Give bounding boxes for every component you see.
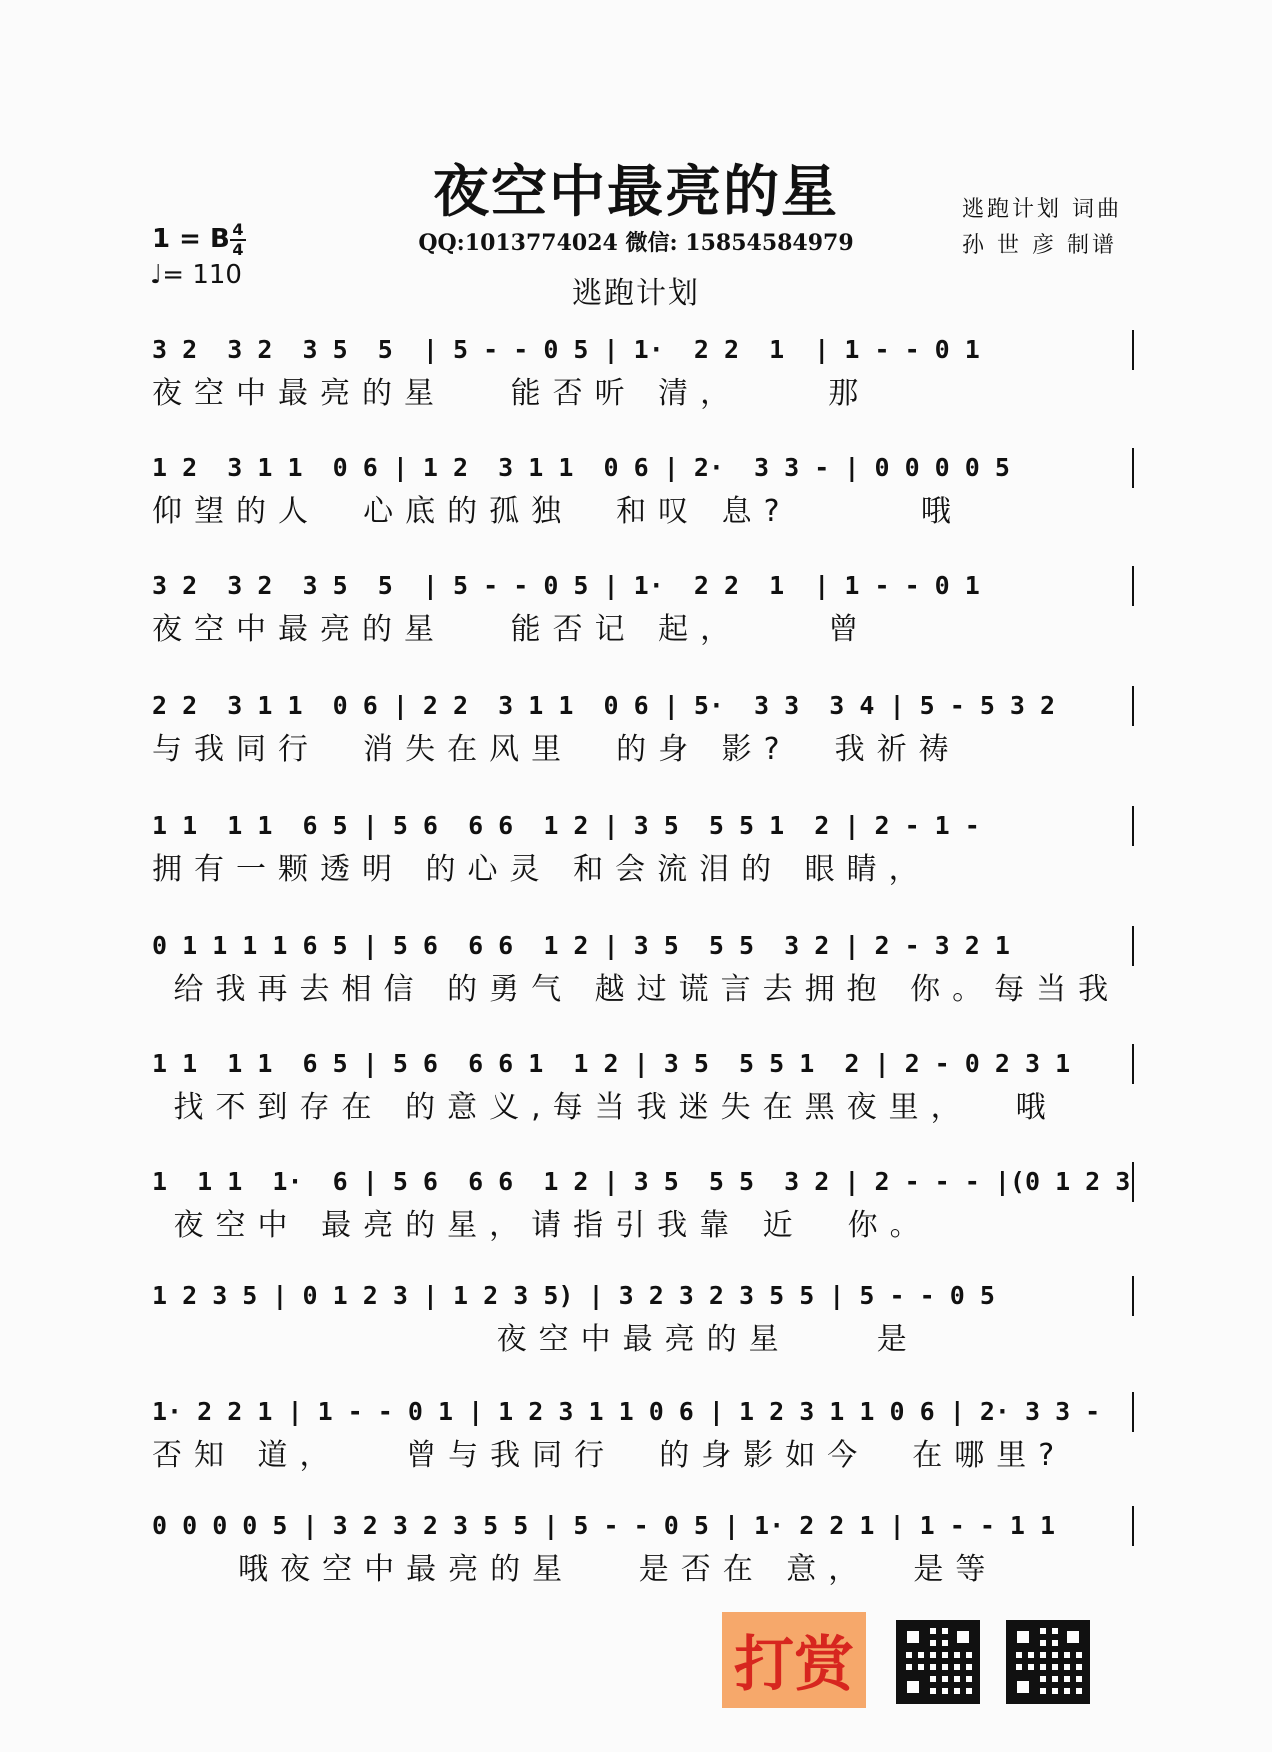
lyrics: 夜空中最亮的星 能否听 清， 那 — [152, 376, 871, 411]
notation: 3 2 3 2 3 5 5 | 5 - - 0 5 | 1· 2 2 1 | 1 - - 0 1 — [152, 330, 1134, 370]
time-signature — [230, 222, 246, 258]
score-line — [152, 926, 1132, 1016]
time-top: 4 — [232, 220, 244, 239]
qr-code-icon — [896, 1620, 980, 1704]
qr-corner — [1012, 1676, 1034, 1698]
qr-code-icon — [1006, 1620, 1090, 1704]
lyrics: 给我再去相信 的勇气 越过谎言去拥抱 你。每当我 — [152, 972, 1121, 1007]
lyrics: 哦夜空中最亮的星 是否在 意， 是等 — [152, 1552, 998, 1587]
credit-score: 孙 世 彦 制谱 — [962, 233, 1117, 258]
notation: 1 2 3 5 | 0 1 2 3 | 1 2 3 5) | 3 2 3 2 3 5 5 | 5 - - 0 5 — [152, 1276, 1134, 1316]
score-line — [152, 448, 1132, 538]
time-bottom: 4 — [232, 240, 244, 259]
notation: 0 1 1 1 1 6 5 | 5 6 6 6 1 2 | 3 5 5 5 3 2 | 2 - 3 2 1 — [152, 926, 1134, 966]
notation: 1 2 3 1 1 0 6 | 1 2 3 1 1 0 6 | 2· 3 3 - | 0 0 0 0 5 — [152, 448, 1134, 488]
notation: 3 2 3 2 3 5 5 | 5 - - 0 5 | 1· 2 2 1 | 1 - - 0 1 — [152, 566, 1134, 606]
quarter-note-icon: ♩ — [150, 260, 163, 290]
contact-info: QQ:1013774024 微信: 15854584979 — [418, 230, 854, 256]
tempo — [150, 260, 242, 290]
score-line — [152, 1162, 1132, 1252]
lyrics: 拥有一颗透明 的心灵 和会流泪的 眼睛， — [152, 852, 931, 887]
lyrics: 仰望的人 心底的孤独 和叹 息? 哦 — [152, 494, 963, 529]
score-line — [152, 1044, 1132, 1134]
notation: 1 1 1 1· 6 | 5 6 6 6 1 2 | 3 5 5 5 3 2 | 2 - - - |(0 1 2 3 — [152, 1162, 1134, 1202]
artist-name: 逃跑计划 — [572, 276, 700, 311]
key-signature: 1 = B — [152, 224, 230, 254]
notation: 0 0 0 0 5 | 3 2 3 2 3 5 5 | 5 - - 0 5 | 1· 2 2 1 | 1 - - 1 1 — [152, 1506, 1134, 1546]
lyrics: 夜空中最亮的星 是 — [152, 1322, 919, 1357]
notation: 1 1 1 1 6 5 | 5 6 6 6 1 1 2 | 3 5 5 5 1 2 | 2 - 0 2 3 1 — [152, 1044, 1134, 1084]
score-line — [152, 806, 1132, 896]
lyrics: 与我同行 消失在风里 的身 影? 我祈祷 — [152, 732, 961, 767]
reward-button[interactable]: 打赏 — [722, 1612, 866, 1708]
credit-lyrics: 逃跑计划 词曲 — [962, 197, 1122, 222]
notation: 1· 2 2 1 | 1 - - 0 1 | 1 2 3 1 1 0 6 | 1 2 3 1 1 0 6 | 2· 3 3 - — [152, 1392, 1134, 1432]
tempo-value: = 110 — [162, 260, 242, 290]
lyrics: 夜空中 最亮的星，请指引我靠 近 你。 — [152, 1208, 932, 1243]
song-title: 夜空中最亮的星 — [433, 159, 839, 225]
lyrics: 夜空中最亮的星 能否记 起， 曾 — [152, 612, 871, 647]
score-line — [152, 566, 1132, 656]
score-line — [152, 1276, 1132, 1366]
score-line — [152, 1506, 1132, 1596]
score-line — [152, 686, 1132, 776]
score-line — [152, 1392, 1132, 1482]
notation: 1 1 1 1 6 5 | 5 6 6 6 1 2 | 3 5 5 5 1 2 | 2 - 1 - — [152, 806, 1134, 846]
score-line — [152, 330, 1132, 420]
notation: 2 2 3 1 1 0 6 | 2 2 3 1 1 0 6 | 5· 3 3 3 4 | 5 - 5 3 2 — [152, 686, 1134, 726]
qr-corner — [902, 1676, 924, 1698]
lyrics: 找不到存在 的意义,每当我迷失在黑夜里， 哦 — [152, 1090, 1058, 1125]
lyrics: 否知 道， 曾与我同行 的身影如今 在哪里? — [152, 1438, 1067, 1473]
